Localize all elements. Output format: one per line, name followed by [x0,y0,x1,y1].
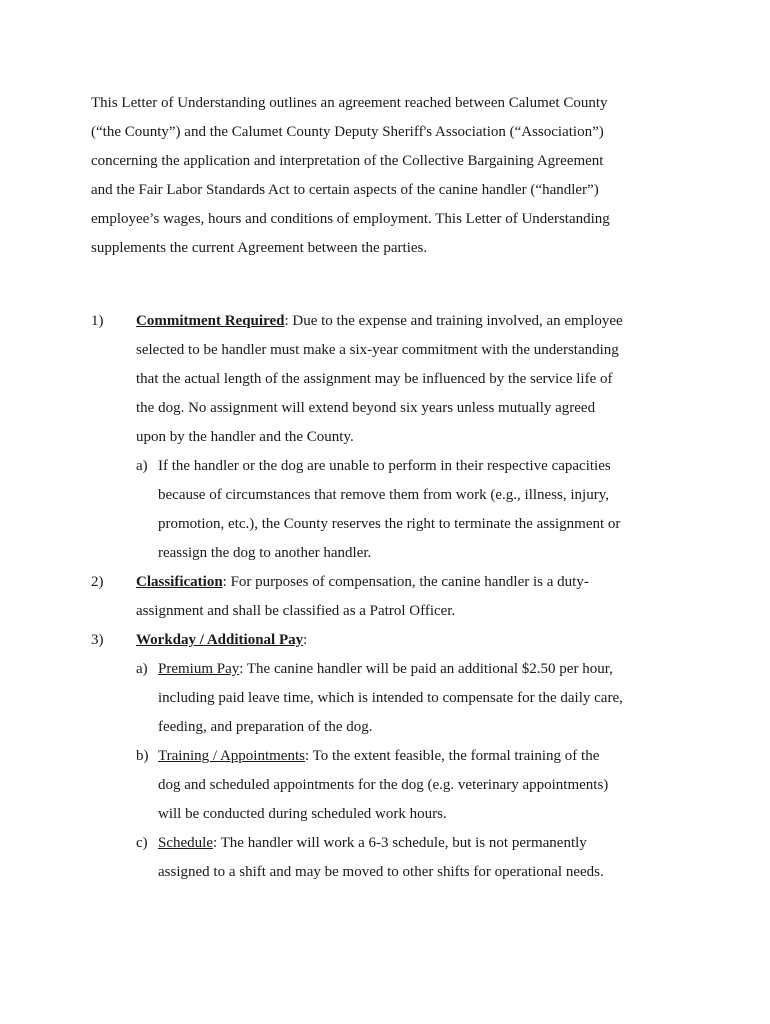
subitem-letter: b) [136,748,149,764]
subitem-line: including paid leave time, which is intended to compensate for the daily care, [158,690,623,706]
intro-line: concerning the application and interpretation of the Collective Bargaining Agreement [91,153,604,169]
subitem-line: will be conducted during scheduled work hours. [158,806,447,822]
subitem-heading: Premium Pay [158,661,240,677]
subitem-line: reassign the dog to another handler. [158,545,372,561]
item-text: : Due to the expense and training involved, an employee [284,313,623,329]
item-line: upon by the handler and the County. [136,429,354,445]
intro-line: and the Fair Labor Standards Act to certain aspects of the canine handler (“handler”) [91,182,599,198]
subitem-line: feeding, and preparation of the dog. [158,719,373,735]
subitem-heading: Training / Appointments [158,748,305,764]
item-number: 2) [91,574,104,590]
subitem-line: promotion, etc.), the County reserves the right to terminate the assignment or [158,516,621,532]
subitem-line: If the handler or the dog are unable to perform in their respective capacities [158,458,611,474]
intro-line: This Letter of Understanding outlines an agreement reached between Calumet County [91,95,608,111]
subitem-text: : The handler will work a 6-3 schedule, but is not permanently [212,835,587,851]
subitem-first-line [158,659,613,679]
item-heading: Classification [136,574,223,590]
item-number: 3) [91,632,104,648]
subitem-letter: a) [136,661,148,677]
subitem-letter: a) [136,458,148,474]
item-number: 1) [91,313,104,329]
item-text: : For purposes of compensation, the canine handler is a duty- [222,574,589,590]
subitem-text: : To the extent feasible, the formal training of the [304,748,600,764]
intro-line: (“the County”) and the Calumet County Deputy Sheriff's Association (“Association”) [91,124,604,140]
item-first-line [136,630,307,650]
item-heading: Workday / Additional Pay [136,632,304,648]
item-line: selected to be handler must make a six-year commitment with the understanding [136,342,619,358]
intro-line: supplements the current Agreement between the parties. [91,240,428,256]
item-line: that the actual length of the assignment may be influenced by the service life of [136,371,613,387]
subitem-line: because of circumstances that remove them from work (e.g., illness, injury, [158,487,609,503]
subitem-line: assigned to a shift and may be moved to other shifts for operational needs. [158,864,604,880]
subitem-text: : The canine handler will be paid an additional $2.50 per hour, [239,661,613,677]
item-heading: Commitment Required [136,313,285,329]
item-first-line [136,311,623,331]
item-line: the dog. No assignment will extend beyond six years unless mutually agreed [136,400,596,416]
item-first-line [136,572,589,592]
subitem-line: dog and scheduled appointments for the dog (e.g. veterinary appointments) [158,777,609,793]
subitem-heading: Schedule [158,835,213,851]
item-text: : [303,632,308,648]
intro-line: employee’s wages, hours and conditions of employment. This Letter of Understanding [91,211,610,227]
subitem-letter: c) [136,835,148,851]
subitem-first-line [158,746,599,766]
subitem-first-line [158,833,587,853]
item-line: assignment and shall be classified as a Patrol Officer. [136,603,456,619]
